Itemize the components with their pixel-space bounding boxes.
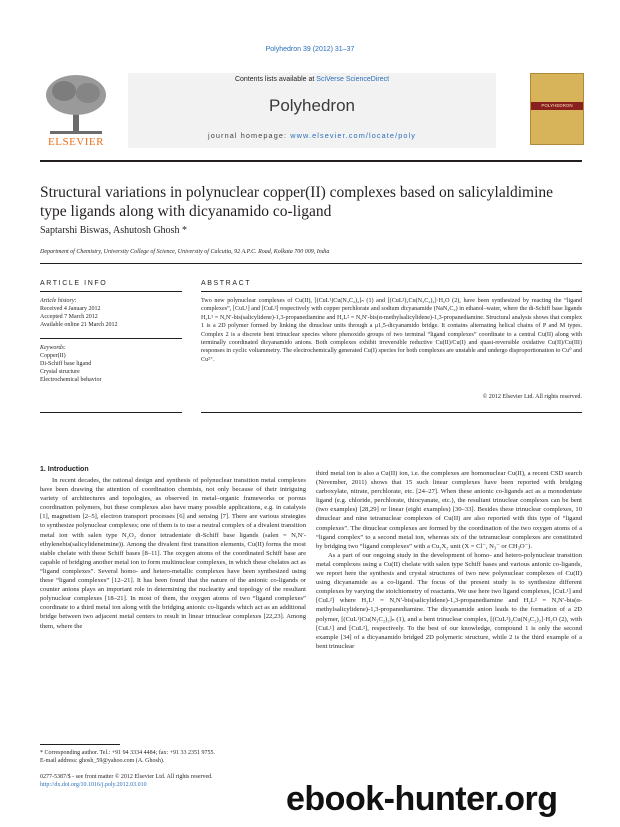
footnote bbox=[40, 749, 306, 765]
article-info-heading: ARTICLE INFO bbox=[40, 280, 108, 287]
issn-line: 0277-5387/$ - see front matter © 2012 Elsevier Ltd. All rights reserved. bbox=[40, 774, 213, 780]
keyword: Crystal structure bbox=[40, 369, 80, 375]
affiliation-rule bbox=[40, 263, 582, 264]
abstract-copyright: © 2012 Elsevier Ltd. All rights reserved. bbox=[482, 394, 582, 400]
homepage-link[interactable]: www.elsevier.com/locate/poly bbox=[290, 131, 416, 140]
homepage-prefix: journal homepage: bbox=[208, 131, 291, 140]
publisher-name: ELSEVIER bbox=[48, 136, 104, 148]
header-rule bbox=[40, 160, 582, 162]
keywords-label: Keywords: bbox=[40, 345, 66, 351]
intro-paragraph: As a part of our ongoing study in the development of homo- and hetero-polynuclear transition metal complexes using a Cu(II) chelate with salen type Schiff bases and various anionic co-ligands, we report here the synthesis and crystal structures of two new polynuclear complexes of Cu(II) using dicyanamide as a co-ligand. The focus of the present study is to synthesize different complexes by varying the stoichiometry of reactants. We use here two ligand complexes, [CuL¹] and [CuL²] where H₂L¹ = N,N′-bis(salicylidene)-1,3-propanediamine and H₂L² = N,N′-bis(α-methylsalicylidene)-1,3-propanediamine. The dicyanamide anion leads to the formation of a 2D polymer, [(CuL¹)Cu(N₃C₂)₂]ₙ (1), and a bent trinuclear complex, [(CuL²)₂Cu(N₃C₂)₂]·H₂O (2), with [CuL¹] and [CuL²], respectively. To the best of our knowledge, compound 1 is only the second example [34] of a dicyanamido bridged 2D polymeric structure, while 2 is the third example of a bent trinuclear bbox=[316, 551, 582, 650]
introduction-heading: 1. Introduction bbox=[40, 466, 89, 473]
cover-title: POLYHEDRON bbox=[541, 103, 573, 108]
abstract-heading: ABSTRACT bbox=[201, 280, 252, 287]
article-front-matter bbox=[40, 773, 306, 789]
elsevier-tree-logo bbox=[40, 73, 112, 145]
doi-link[interactable]: http://dx.doi.org/10.1016/j.poly.2012.03.010 bbox=[40, 782, 147, 788]
abstract-bottom-rule bbox=[201, 412, 582, 413]
keyword: Di-Schiff base ligand bbox=[40, 361, 92, 367]
abstract-rule bbox=[201, 291, 582, 292]
intro-left-column bbox=[40, 476, 306, 631]
corresponding-author: * Corresponding author. Tel.: +91 94 3334 4484; fax: +91 33 2351 9755. bbox=[40, 750, 216, 756]
intro-right-column bbox=[316, 469, 582, 651]
article-authors: Saptarshi Biswas, Ashutosh Ghosh * bbox=[40, 225, 187, 236]
watermark: ebook-hunter.org bbox=[286, 780, 558, 818]
accepted-date: Accepted 7 March 2012 bbox=[40, 314, 98, 320]
keywords bbox=[40, 344, 182, 384]
intro-paragraph: third metal ion is also a Cu(II) ion, i.e. the complexes are homonuclear Cu(II), a recent CSD search (November, 2011) shows that 15 such linear complexes have been reported with bridging carboxylate, nitrate, perchlorate, etc. [24–27]. When these anionic co-ligands act as a monodentate ligand (e.g. chloride, perchlorate, thiocyanate, etc.), the resultant trinuclear complexes can be bent (two examples) [28,29] or linear (eight examples) [30–33]. Besides these trinuclear complexes, 10 dinuclear and nine tetranuclear complexes of Cu(II) are also reported with this type of “ligand complexes”. The dinuclear complexes are formed by the coordination of the two oxygen atoms of a “ligand complex” to a second metal ion, whereas six of the tetranuclear complexes are constituted by bridging two “ligand complexes” with a Cu₂X₂ unit (X = Cl⁻, N₃⁻ or CH₃O⁻). bbox=[316, 470, 582, 550]
journal-cover-image bbox=[530, 73, 584, 145]
footnote-rule bbox=[40, 744, 120, 745]
abstract-text: Two new polynuclear complexes of Cu(II), [(CuL¹)Cu(N₃C₂)₂]ₙ (1) and [(CuL²)₂Cu(N₃C₂)₂]·H₂O (2), have been synthesized by reacting the “ligand complexes”, [CuL¹] and [CuL²] respectively with copper perchlorate and sodium dicyanamide (NaN₃C₂) in ethanol–water, where the di-Schiff base ligands H₂L¹ = N,N′-bis(salicylidene)-1,3-propanediamine and H₂L² = N,N′-bis(α-methylsalicylidene)-1,3-propanediamine. Structural analysis shows that complex 1 is a 2D polymer formed by linking the dinuclear units through a μ1,5-dicyanamido bridge. It contains alternating helical chains of P and M types. Complex 2 is a discrete bent trinuclear species where phenoxido groups of two terminal “ligand complexes” coordinate to a central Cu(II) along with terminally coordinated dicyanamido anions. Both complexes exhibit irreversible reductive Cu(II)/Cu(I) and quasi-reversible oxidative Cu(II)/Cu(III) responses in cyclic voltammetry. The electrochemically generated Cu(I) species for both complexes are unstable and undergo disproportionation to Cu⁰ and Cu²⁺. bbox=[201, 298, 582, 363]
history-label: Article history: bbox=[40, 298, 77, 304]
sciencedirect-link[interactable]: SciVerse ScienceDirect bbox=[316, 76, 390, 83]
author-affiliation: Department of Chemistry, University College of Science, University of Calcutta, 92 A.P.C. Road, Kolkata 700 009, India bbox=[40, 249, 330, 255]
keyword: Copper(II) bbox=[40, 353, 66, 359]
article-title: Structural variations in polynuclear copper(II) complexes based on salicylaldimine type ligands along with dicyanamido co-ligand bbox=[40, 184, 554, 220]
author-email[interactable]: E-mail address: ghosh_59@yahoo.com (A. Ghosh). bbox=[40, 758, 165, 764]
keyword: Electrochemical behavior bbox=[40, 377, 102, 383]
contents-line bbox=[128, 76, 496, 83]
contents-prefix: Contents lists available at bbox=[234, 76, 317, 83]
journal-title: Polyhedron bbox=[268, 96, 355, 115]
history-rule bbox=[40, 338, 182, 339]
journal-homepage bbox=[128, 131, 496, 140]
article-info-rule bbox=[40, 291, 182, 292]
online-date: Available online 21 March 2012 bbox=[40, 322, 118, 328]
intro-paragraph: In recent decades, the rational design and synthesis of polynuclear transition metal complexes have been drawing the attention of coordination chemists, not only because of their intriguing variety of architectures and topologies, as observed in metal–organic frameworks or porous coordination polymers, but these complexes also have many possible applications, e.g. in catalysis [1], magnetism [2–5], electron transport processes [6] and sensing [7]. There are various strategies to synthesize polynuclear complexes; one of them is to use a neutral complex of a divalent transition metal ion with salen type N₂O₂ donor tetradentate di-Schiff base ligands (salen = N,N′-ethylenebis(salicylideneimine)). Among the divalent first transition elements, Cu(II) forms the most stable chelate with these Schiff bases [8–11]. The oxygen atoms of the coordinated Schiff base are capable of bridging another metal ion to form multinuclear complexes, in which these chelates act as “ligand complexes”. Several homo- and hetero-metallic complexes have been synthesized using these “ligand complexes” [12–21]. It has been found that the nature of the anionic co-ligands or counter anions plays an important role in determining the nuclearity and topology of the resultant polynuclear complexes [18–21]. In most of them, the oxygen atoms of two “ligand complexes” coordinate to a third metal ion along with the bridging anionic co-ligands which act as an additional bridge between two adjacent metal centers to result in linear trinuclear complexes [22,23]. Among them, where the bbox=[40, 477, 306, 630]
received-date: Received 4 January 2012 bbox=[40, 306, 101, 312]
info-bottom-rule bbox=[40, 412, 182, 413]
journal-reference[interactable]: Polyhedron 39 (2012) 31–37 bbox=[265, 46, 355, 53]
article-history bbox=[40, 297, 182, 329]
